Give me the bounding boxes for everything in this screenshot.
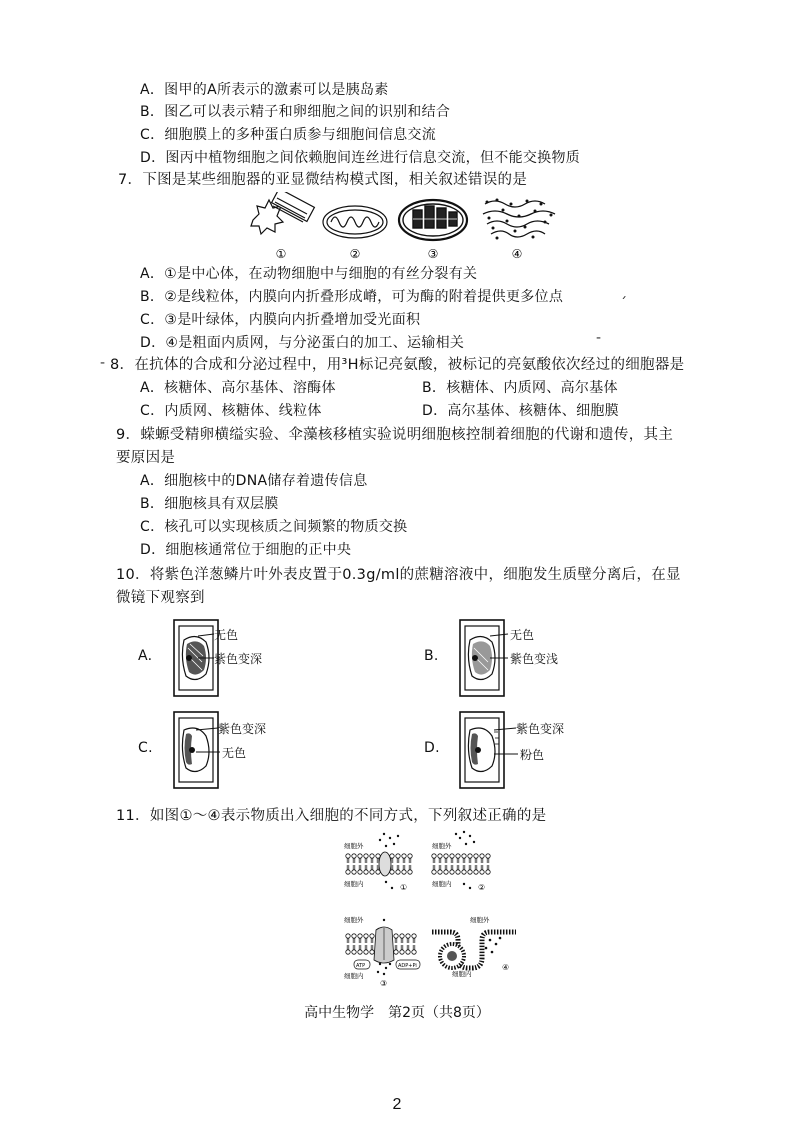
- q10-option-c-letter: C.: [138, 740, 153, 756]
- q10-stem-line2: 微镜下观察到: [116, 590, 205, 606]
- panel1-inside-label: 细胞内: [344, 880, 364, 888]
- organelle-label-3: ③: [427, 247, 439, 261]
- q8-option-b: B．核糖体、内质网、高尔基体: [422, 380, 618, 396]
- organelle-label-2: ②: [349, 247, 361, 261]
- panel2-inside-label: 细胞内: [432, 880, 452, 888]
- mitochondrion-icon: [323, 206, 387, 238]
- q10-option-d-letter: D.: [424, 740, 440, 756]
- q10-b-label-bottom: 紫色变浅: [510, 652, 559, 666]
- q10-c-label-top: 紫色变深: [218, 722, 267, 736]
- panel3-membrane: [346, 927, 416, 963]
- q9-stem-line2: 要原因是: [116, 450, 176, 466]
- q7-option-b: B．②是线粒体，内膜向内折叠形成嵴，可为酶的附着提供更多位点: [140, 289, 564, 305]
- panel4-outside-label: 细胞外: [470, 916, 490, 924]
- q8-stem: 8．在抗体的合成和分泌过程中，用³H标记亮氨酸，被标记的亮氨酸依次经过的细胞器是: [110, 357, 685, 373]
- q10-option-a-letter: A.: [138, 648, 153, 664]
- q9-option-c: C．核孔可以实现核质之间频繁的物质交换: [140, 519, 408, 535]
- q11-stem: 11．如图①～④表示物质出入细胞的不同方式，下列叙述正确的是: [116, 808, 547, 824]
- exam-page: A．图甲的A所表示的激素可以是胰岛素 B．图乙可以表示精子和卵细胞之间的识别和结合 C．细胞膜上的多种蛋白质参与细胞间信息交流 D．图丙中植物细胞之间依赖胞间连丝进行信息交流，但不能交换物质 7．下图是某些细胞器的亚显微结构模式图，相关叙述错误的是 ① ② ③ ④ A．①是中心体，在动物细胞中与细胞的有丝分裂有关 B．②是线粒体，内膜向内折叠形成嵴，可为酶的附着提供更多位点 C．③是叶绿体，内膜向内折叠增加受光面积 D．④是粗面内质网，与分泌蛋白的加工、运输相关 ˊ - - 8．在抗体的合成和分泌过程中，用³H标记亮氨酸，被标记的亮氨酸依次经过的细胞器是 A．核糖体、高尔基体、溶酶体 B．核糖体、内质网、高尔基体 C．内质网、核糖体、线粒体 D．高尔基体、核糖体、细胞膜 9．蝾螈受精卵横缢实验、伞藻核移植实验说明细胞核控制着细胞的代谢和遗传，其主 要原因是 A．细胞核中的DNA储存着遗传信息 B．细胞核具有双层膜 C．核孔可以实现核质之间频繁的物质交换 D．细胞核通常位于细胞的正中央 10．将紫色洋葱鳞片叶外表皮置于0.3g/ml的蔗糖溶液中，细胞发生质壁分离后，在显 微镜下观察到 A. 无色 紫色变深 B. 无色 紫色变浅 C. 紫色变深 无色 D. 紫色变深 粉色 11．如图①～④表示物质出入细胞的不同方式，下列叙述正确的是 细胞外 细胞内 ① 细胞外 细胞内 ② 细胞外 ATP ADP+Pi 细胞内 ③ 细胞外 细胞内 ④ 高中生物学 第2页（共8页） 2: [0, 0, 794, 1124]
- q10-b-label-top: 无色: [510, 628, 535, 642]
- panel2-membrane: [432, 854, 490, 874]
- organelle-diagram: [245, 192, 570, 262]
- panel2-outside-label: 细胞外: [432, 842, 452, 850]
- q10-figure-a: [138, 618, 288, 700]
- transport-figure: [340, 828, 520, 988]
- q8-option-d: D．高尔基体、核糖体、细胞膜: [422, 403, 619, 419]
- centriole-icon: [251, 192, 314, 234]
- q7-option-a: A．①是中心体，在动物细胞中与细胞的有丝分裂有关: [140, 266, 478, 282]
- q9-option-b: B．细胞核具有双层膜: [140, 496, 279, 512]
- panel1-outside-label: 细胞外: [344, 842, 364, 850]
- panel4-particles: [485, 937, 502, 954]
- q9-option-d: D．细胞核通常位于细胞的正中央: [140, 542, 352, 558]
- q10-stem-line1: 10．将紫色洋葱鳞片叶外表皮置于0.3g/ml的蔗糖溶液中，细胞发生质壁分离后，在显: [116, 567, 681, 583]
- chloroplast-icon: [399, 200, 467, 240]
- panel1-membrane: [346, 852, 412, 876]
- q10-option-b-letter: B.: [424, 648, 439, 664]
- q8-option-a: A．核糖体、高尔基体、溶酶体: [140, 380, 336, 396]
- organelle-label-4: ④: [511, 247, 523, 261]
- q6-option-c: C．细胞膜上的多种蛋白质参与细胞间信息交流: [140, 127, 437, 143]
- q6-option-b: B．图乙可以表示精子和卵细胞之间的识别和结合: [140, 104, 451, 120]
- q10-d-label-bottom: 粉色: [520, 748, 545, 762]
- q10-figure-b: [424, 618, 574, 700]
- rough-er-icon: [483, 199, 555, 240]
- organelle-figure: [245, 192, 570, 262]
- q6-option-d: D．图丙中植物细胞之间依赖胞间连丝进行信息交流，但不能交换物质: [140, 150, 581, 166]
- q10-d-label-top: 紫色变深: [516, 722, 565, 736]
- panel3-outside-label: 细胞外: [344, 916, 364, 924]
- q10-figure-c: [138, 710, 288, 792]
- q8-option-c: C．内质网、核糖体、线粒体: [140, 403, 322, 419]
- q9-option-a: A．细胞核中的DNA储存着遗传信息: [140, 473, 368, 489]
- q10-a-label-top: 无色: [214, 628, 239, 642]
- membrane-transport-diagram: [340, 828, 520, 988]
- panel3-adp-label: ADP+Pi: [398, 963, 417, 969]
- q6-option-a: A．图甲的A所表示的激素可以是胰岛素: [140, 82, 389, 98]
- q7-stem: 7．下图是某些细胞器的亚显微结构模式图，相关叙述错误的是: [118, 172, 528, 188]
- organelle-label-1: ①: [275, 247, 287, 261]
- panel4-inside-label: 细胞内: [452, 970, 472, 978]
- panel1-number: ①: [400, 883, 408, 892]
- q10-figure-d: [424, 710, 594, 792]
- panel3-atp-label: ATP: [356, 963, 366, 969]
- q9-stem-line1: 9．蝾螈受精卵横缢实验、伞藻核移植实验说明细胞核控制着细胞的代谢和遗传，其主: [116, 427, 674, 443]
- panel3-inside-label: 细胞内: [344, 972, 364, 980]
- page-footer: 高中生物学 第2页（共8页）: [304, 1005, 490, 1021]
- panel3-number: ③: [380, 979, 388, 988]
- panel4-number: ④: [502, 963, 510, 972]
- panel2-number: ②: [478, 883, 486, 892]
- q7-option-d: D．④是粗面内质网，与分泌蛋白的加工、运输相关: [140, 335, 465, 351]
- q10-a-label-bottom: 紫色变深: [214, 652, 263, 666]
- q7-option-c: C．③是叶绿体，内膜向内折叠增加受光面积: [140, 312, 421, 328]
- page-number: 2: [392, 1096, 402, 1113]
- q10-c-label-bottom: 无色: [222, 746, 247, 760]
